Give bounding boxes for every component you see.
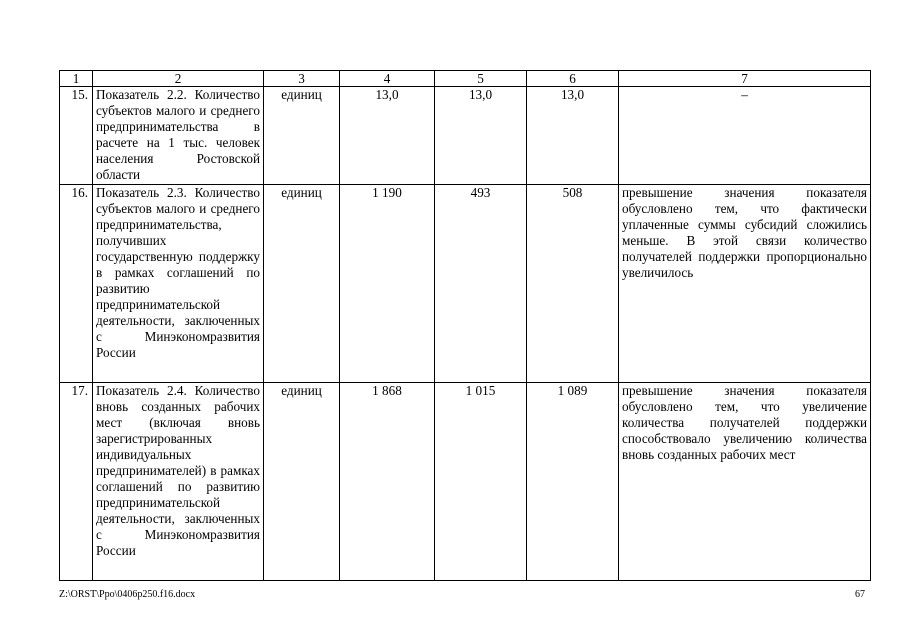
header-row (60, 71, 871, 87)
value-cell: 1 868 (340, 383, 435, 581)
value-cell: 1 190 (340, 185, 435, 383)
header-cell: 1 (60, 71, 93, 87)
header-cell: 3 (264, 71, 340, 87)
comment-cell: превышение значения показателя обусловлено тем, что фактически уплаченные суммы субсидий сложились меньше. В этой связи количество получателей поддержки пропорционально увеличилось (619, 185, 871, 383)
comment-cell: превышение значения показателя обусловлено тем, что увеличение количества получателей поддержки способствовало увеличению количества вновь созданных рабочих мест (619, 383, 871, 581)
indicator-cell: Показатель 2.2. Количество субъектов малого и среднего предпринимательства в расчете на 1 тыс. человек населения Ростовской области (93, 87, 264, 185)
value-cell: 1 089 (527, 383, 619, 581)
unit-cell: единиц (264, 87, 340, 185)
unit-cell: единиц (264, 383, 340, 581)
row-number: 16. (60, 185, 93, 383)
indicator-cell: Показатель 2.3. Количество субъектов малого и среднего предпринимательства, получивших государственную поддержку в рамках соглашений по развитию предпринимательской деятельности, заключенных с Минэкономразвития России (93, 185, 264, 383)
table-row (60, 185, 871, 383)
footer-file-path: Z:\ORST\Ppo\0406p250.f16.docx (59, 589, 196, 600)
row-number: 15. (60, 87, 93, 185)
header-cell: 4 (340, 71, 435, 87)
value-cell: 13,0 (435, 87, 527, 185)
value-cell: 493 (435, 185, 527, 383)
header-cell: 2 (93, 71, 264, 87)
unit-cell: единиц (264, 185, 340, 383)
header-cell: 6 (527, 71, 619, 87)
value-cell: 13,0 (340, 87, 435, 185)
table-row (60, 87, 871, 185)
page-number: 67 (855, 589, 865, 600)
table-row (60, 383, 871, 581)
value-cell: 13,0 (527, 87, 619, 185)
header-cell: 5 (435, 71, 527, 87)
value-cell: 1 015 (435, 383, 527, 581)
row-number: 17. (60, 383, 93, 581)
indicator-cell: Показатель 2.4. Количество вновь созданных рабочих мест (включая вновь зарегистрированных индивидуальных предпринимателей) в рамках соглашений по развитию предпринимательской деятельности, заключенных с Минэкономразвития России (93, 383, 264, 581)
header-cell: 7 (619, 71, 871, 87)
indicators-table (59, 70, 871, 581)
comment-cell: – (619, 87, 871, 185)
value-cell: 508 (527, 185, 619, 383)
